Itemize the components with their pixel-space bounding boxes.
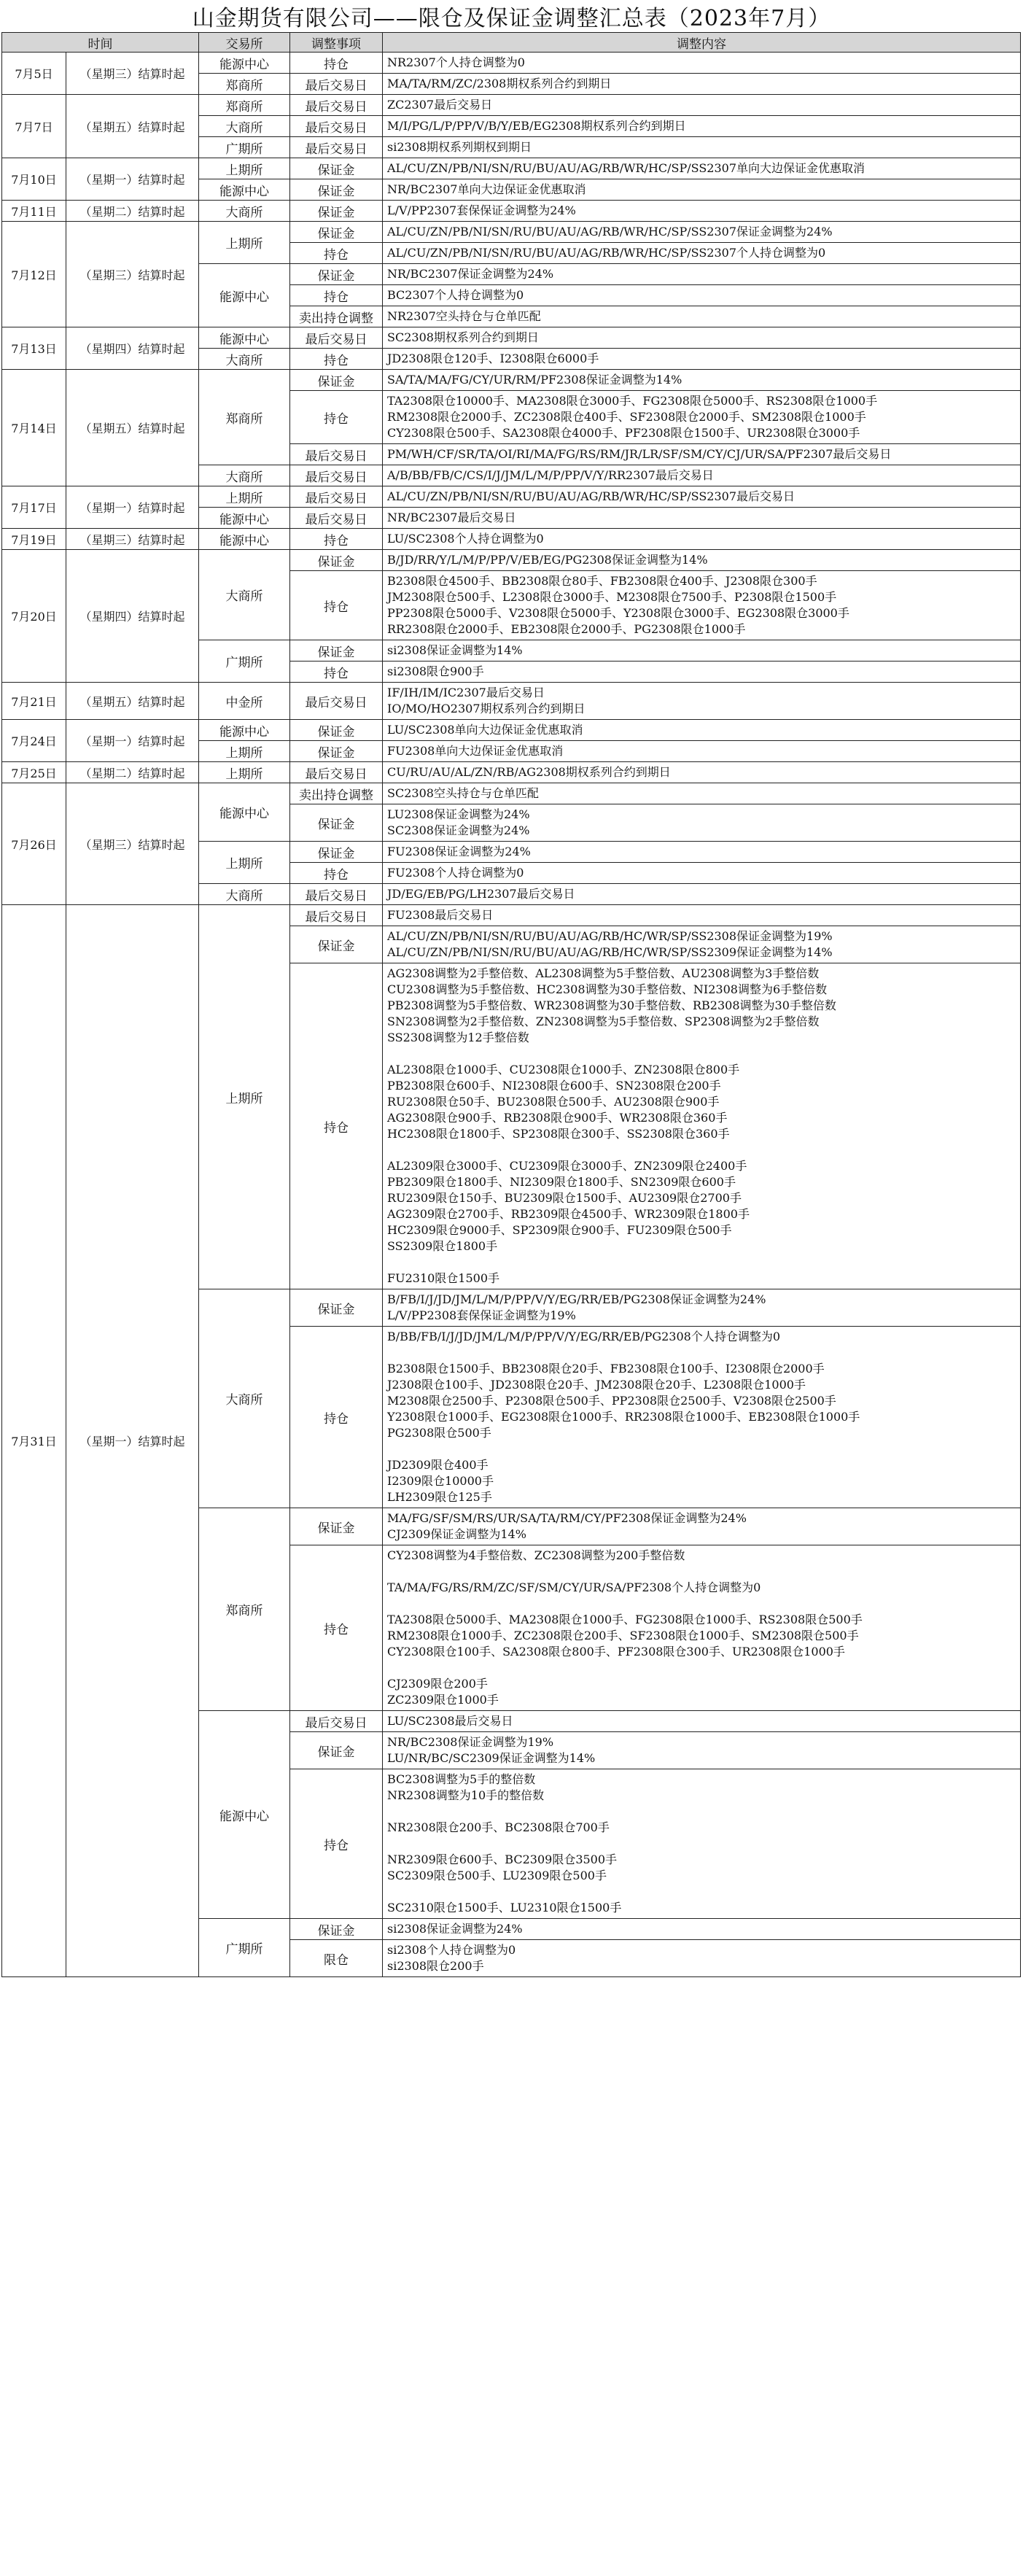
content-line: JD/EG/EB/PG/LH2307最后交易日 bbox=[387, 887, 575, 901]
date-cell: 7月17日 bbox=[2, 486, 66, 529]
content-line: SN2308调整为2手整倍数、ZN2308调整为5手整倍数、SP2308调整为2手整倍数 bbox=[387, 1015, 820, 1028]
adjust-type-cell: 保证金 bbox=[290, 842, 383, 863]
table-header-row bbox=[2, 33, 1021, 53]
exchange-cell: 能源中心 bbox=[199, 783, 290, 842]
adjust-type-cell: 最后交易日 bbox=[290, 884, 383, 905]
weekday-cell: （星期二）结算时起 bbox=[66, 762, 199, 783]
content-line: LU/NR/BC/SC2309保证金调整为14% bbox=[387, 1751, 596, 1765]
date-cell: 7月13日 bbox=[2, 327, 66, 370]
adjust-type-cell: 持仓 bbox=[290, 1545, 383, 1711]
table-row bbox=[2, 550, 1021, 571]
content-cell bbox=[383, 1327, 1021, 1508]
exchange-cell: 能源中心 bbox=[199, 1711, 290, 1919]
content-cell bbox=[383, 571, 1021, 640]
adjust-type-cell: 保证金 bbox=[290, 1732, 383, 1769]
adjust-type-cell: 持仓 bbox=[290, 662, 383, 683]
exchange-cell: 广期所 bbox=[199, 137, 290, 158]
content-line: AL/CU/ZN/PB/NI/SN/RU/BU/AU/AG/RB/HC/WR/SP/SS2308保证金调整为19% bbox=[387, 929, 833, 943]
content-cell bbox=[383, 158, 1021, 179]
content-line: CY2308调整为4手整倍数、ZC2308调整为200手整倍数 bbox=[387, 1548, 685, 1562]
adjust-type-cell: 最后交易日 bbox=[290, 327, 383, 349]
adjust-type-cell: 保证金 bbox=[290, 640, 383, 662]
content-line: MA/FG/SF/SM/RS/UR/SA/TA/RM/CY/PF2308保证金调整为24% bbox=[387, 1511, 747, 1525]
table-row bbox=[2, 486, 1021, 508]
content-cell bbox=[383, 963, 1021, 1289]
content-cell bbox=[383, 465, 1021, 486]
content-line: SC2308保证金调整为24% bbox=[387, 823, 530, 837]
header-content: 调整内容 bbox=[383, 33, 1021, 53]
exchange-cell: 能源中心 bbox=[199, 508, 290, 529]
table-row bbox=[2, 720, 1021, 741]
content-cell bbox=[383, 1769, 1021, 1919]
exchange-cell: 广期所 bbox=[199, 1919, 290, 1977]
table-body bbox=[2, 53, 1021, 1977]
date-cell: 7月20日 bbox=[2, 550, 66, 683]
adjust-type-cell: 持仓 bbox=[290, 285, 383, 306]
weekday-cell: （星期一）结算时起 bbox=[66, 905, 199, 1977]
content-line: si2308保证金调整为24% bbox=[387, 1922, 523, 1936]
content-line: SC2308空头持仓与仓单匹配 bbox=[387, 786, 539, 800]
adjust-type-cell: 持仓 bbox=[290, 349, 383, 370]
content-line: si2308限仓900手 bbox=[387, 664, 484, 678]
date-cell: 7月14日 bbox=[2, 370, 66, 486]
exchange-cell: 大商所 bbox=[199, 116, 290, 137]
adjust-type-cell: 持仓 bbox=[290, 243, 383, 264]
content-cell bbox=[383, 179, 1021, 201]
content-cell bbox=[383, 486, 1021, 508]
date-cell: 7月12日 bbox=[2, 222, 66, 327]
content-line: AL/CU/ZN/PB/NI/SN/RU/BU/AU/AG/RB/WR/HC/SP/SS2307单向大边保证金优惠取消 bbox=[387, 161, 866, 175]
exchange-cell: 能源中心 bbox=[199, 179, 290, 201]
content-line: si2308期权系列期权到期日 bbox=[387, 140, 532, 154]
exchange-cell: 郑商所 bbox=[199, 1508, 290, 1711]
content-line: BC2308调整为5手的整倍数 bbox=[387, 1772, 536, 1786]
content-cell bbox=[383, 95, 1021, 116]
content-line: LU/SC2308个人持仓调整为0 bbox=[387, 532, 544, 546]
content-cell bbox=[383, 444, 1021, 465]
content-cell bbox=[383, 783, 1021, 804]
adjust-type-cell: 持仓 bbox=[290, 571, 383, 640]
content-line: IF/IH/IM/IC2307最后交易日 bbox=[387, 686, 545, 699]
content-line bbox=[387, 1660, 1016, 1676]
adjust-type-cell: 持仓 bbox=[290, 391, 383, 444]
adjust-type-cell: 保证金 bbox=[290, 222, 383, 243]
content-cell bbox=[383, 370, 1021, 391]
exchange-cell: 上期所 bbox=[199, 222, 290, 264]
date-cell: 7月26日 bbox=[2, 783, 66, 905]
content-line: AG2309限仓2700手、RB2309限仓4500手、WR2309限仓1800手 bbox=[387, 1207, 750, 1221]
content-line: RU2309限仓150手、BU2309限仓1500手、AU2309限仓2700手 bbox=[387, 1191, 742, 1205]
content-line: A/B/BB/FB/C/CS/I/J/JM/L/M/P/PP/V/Y/RR2307最后交易日 bbox=[387, 468, 714, 482]
adjust-type-cell: 最后交易日 bbox=[290, 137, 383, 158]
table-row bbox=[2, 529, 1021, 550]
content-line bbox=[387, 1142, 1016, 1158]
adjust-type-cell: 持仓 bbox=[290, 529, 383, 550]
exchange-cell: 大商所 bbox=[199, 465, 290, 486]
table-row bbox=[2, 905, 1021, 926]
content-cell bbox=[383, 1508, 1021, 1545]
adjust-type-cell: 持仓 bbox=[290, 963, 383, 1289]
content-line: FU2308个人持仓调整为0 bbox=[387, 866, 524, 880]
table-row bbox=[2, 222, 1021, 243]
content-cell bbox=[383, 508, 1021, 529]
exchange-cell: 上期所 bbox=[199, 741, 290, 762]
content-line: JD2308限仓120手、I2308限仓6000手 bbox=[387, 352, 599, 365]
exchange-cell: 大商所 bbox=[199, 201, 290, 222]
content-line: CJ2309限仓200手 bbox=[387, 1677, 488, 1691]
content-line: NR/BC2307保证金调整为24% bbox=[387, 267, 554, 281]
content-line: FU2308单向大边保证金优惠取消 bbox=[387, 744, 564, 758]
adjust-type-cell: 保证金 bbox=[290, 1919, 383, 1940]
adjust-type-cell: 保证金 bbox=[290, 179, 383, 201]
adjust-type-cell: 保证金 bbox=[290, 550, 383, 571]
content-line: CJ2309保证金调整为14% bbox=[387, 1527, 526, 1541]
exchange-cell: 上期所 bbox=[199, 486, 290, 508]
content-line: NR/BC2308保证金调整为19% bbox=[387, 1735, 554, 1749]
content-line: AL/CU/ZN/PB/NI/SN/RU/BU/AU/AG/RB/WR/HC/SP/SS2307最后交易日 bbox=[387, 489, 796, 503]
content-line: B2308限仓1500手、BB2308限仓20手、FB2308限仓100手、I2308限仓2000手 bbox=[387, 1362, 825, 1376]
adjust-type-cell: 保证金 bbox=[290, 741, 383, 762]
adjust-type-cell: 保证金 bbox=[290, 804, 383, 842]
content-line: RM2308限仓1000手、ZC2308限仓200手、SF2308限仓1000手、SM2308限仓500手 bbox=[387, 1629, 859, 1642]
table-row bbox=[2, 762, 1021, 783]
content-line: CU2308调整为5手整倍数、HC2308调整为30手整倍数、NI2308调整为6手整倍数 bbox=[387, 982, 828, 996]
content-line: AG2308调整为2手整倍数、AL2308调整为5手整倍数、AU2308调整为3手整倍数 bbox=[387, 966, 820, 980]
content-line bbox=[387, 1564, 1016, 1580]
exchange-cell: 上期所 bbox=[199, 842, 290, 884]
adjust-type-cell: 保证金 bbox=[290, 264, 383, 285]
exchange-cell: 郑商所 bbox=[199, 370, 290, 465]
exchange-cell: 上期所 bbox=[199, 762, 290, 783]
date-cell: 7月31日 bbox=[2, 905, 66, 1977]
content-line: AG2308限仓900手、RB2308限仓900手、WR2308限仓360手 bbox=[387, 1111, 728, 1125]
content-line bbox=[387, 1254, 1016, 1270]
content-line: AL/CU/ZN/PB/NI/SN/RU/BU/AU/AG/RB/WR/HC/SP/SS2307保证金调整为24% bbox=[387, 225, 833, 238]
content-cell bbox=[383, 905, 1021, 926]
date-cell: 7月5日 bbox=[2, 53, 66, 95]
exchange-cell: 大商所 bbox=[199, 550, 290, 640]
content-line: JD2309限仓400手 bbox=[387, 1458, 489, 1472]
weekday-cell: （星期三）结算时起 bbox=[66, 783, 199, 905]
weekday-cell: （星期四）结算时起 bbox=[66, 550, 199, 683]
adjust-type-cell: 保证金 bbox=[290, 370, 383, 391]
content-line: NR2308限仓200手、BC2308限仓700手 bbox=[387, 1820, 610, 1834]
content-cell bbox=[383, 116, 1021, 137]
adjust-type-cell: 卖出持仓调整 bbox=[290, 306, 383, 327]
content-cell bbox=[383, 243, 1021, 264]
adjust-type-cell: 保证金 bbox=[290, 926, 383, 963]
content-line: LU2308保证金调整为24% bbox=[387, 807, 530, 821]
content-cell bbox=[383, 550, 1021, 571]
content-line: MA/TA/RM/ZC/2308期权系列合约到期日 bbox=[387, 77, 612, 90]
content-line: SS2308调整为12手整倍数 bbox=[387, 1031, 529, 1044]
content-line: FU2308保证金调整为24% bbox=[387, 845, 531, 858]
content-line: PB2309限仓1800手、NI2309限仓1800手、SN2309限仓600手 bbox=[387, 1175, 736, 1189]
content-line: NR2307个人持仓调整为0 bbox=[387, 55, 525, 69]
content-line: HC2309限仓9000手、SP2309限仓900手、FU2309限仓500手 bbox=[387, 1223, 732, 1237]
content-cell bbox=[383, 201, 1021, 222]
adjustment-table bbox=[1, 32, 1021, 1977]
exchange-cell: 中金所 bbox=[199, 683, 290, 720]
content-cell bbox=[383, 804, 1021, 842]
adjust-type-cell: 最后交易日 bbox=[290, 444, 383, 465]
adjust-type-cell: 保证金 bbox=[290, 201, 383, 222]
adjust-type-cell: 持仓 bbox=[290, 53, 383, 74]
content-cell bbox=[383, 264, 1021, 285]
content-cell bbox=[383, 53, 1021, 74]
adjust-type-cell: 保证金 bbox=[290, 1289, 383, 1327]
content-cell bbox=[383, 1732, 1021, 1769]
content-cell bbox=[383, 1545, 1021, 1711]
table-row bbox=[2, 327, 1021, 349]
weekday-cell: （星期五）结算时起 bbox=[66, 370, 199, 486]
header-adjust: 调整事项 bbox=[290, 33, 383, 53]
content-line: AL/CU/ZN/PB/NI/SN/RU/BU/AU/AG/RB/HC/WR/SP/SS2309保证金调整为14% bbox=[387, 945, 833, 959]
content-cell bbox=[383, 842, 1021, 863]
content-line: PM/WH/CF/SR/TA/OI/RI/MA/FG/RS/RM/JR/LR/SF/SM/CY/CJ/UR/SA/PF2307最后交易日 bbox=[387, 447, 892, 461]
table-row bbox=[2, 95, 1021, 116]
content-line bbox=[387, 1441, 1016, 1457]
exchange-cell: 能源中心 bbox=[199, 264, 290, 327]
page-title: 山金期货有限公司——限仓及保证金调整汇总表（2023年7月） bbox=[192, 6, 831, 31]
content-line bbox=[387, 1836, 1016, 1852]
exchange-cell: 上期所 bbox=[199, 158, 290, 179]
content-cell bbox=[383, 662, 1021, 683]
content-cell bbox=[383, 285, 1021, 306]
date-cell: 7月19日 bbox=[2, 529, 66, 550]
content-line: PG2308限仓500手 bbox=[387, 1426, 491, 1440]
exchange-cell: 郑商所 bbox=[199, 95, 290, 116]
content-line: SA/TA/MA/FG/CY/UR/RM/PF2308保证金调整为14% bbox=[387, 373, 682, 387]
weekday-cell: （星期二）结算时起 bbox=[66, 201, 199, 222]
date-cell: 7月21日 bbox=[2, 683, 66, 720]
content-line: Y2308限仓1000手、EG2308限仓1000手、RR2308限仓1000手、EB2308限仓1000手 bbox=[387, 1410, 860, 1424]
content-line: ZC2307最后交易日 bbox=[387, 98, 493, 112]
content-line: TA2308限仓5000手、MA2308限仓1000手、FG2308限仓1000手、RS2308限仓500手 bbox=[387, 1613, 863, 1626]
content-line: BC2307个人持仓调整为0 bbox=[387, 288, 524, 302]
adjust-type-cell: 最后交易日 bbox=[290, 465, 383, 486]
content-line: ZC2309限仓1000手 bbox=[387, 1693, 499, 1707]
content-cell bbox=[383, 1940, 1021, 1977]
exchange-cell: 大商所 bbox=[199, 349, 290, 370]
content-cell bbox=[383, 529, 1021, 550]
content-line: B/JD/RR/Y/L/M/P/PP/V/EB/EG/PG2308保证金调整为14% bbox=[387, 553, 708, 567]
adjust-type-cell: 最后交易日 bbox=[290, 683, 383, 720]
content-cell bbox=[383, 863, 1021, 884]
content-line: L/V/PP2308套保保证金调整为19% bbox=[387, 1308, 576, 1322]
content-line: B/BB/FB/I/J/JD/JM/L/M/P/PP/V/Y/EG/RR/EB/PG2308个人持仓调整为0 bbox=[387, 1330, 781, 1343]
content-line: TA2308限仓10000手、MA2308限仓3000手、FG2308限仓5000手、RS2308限仓1000手 bbox=[387, 394, 878, 408]
content-line: CU/RU/AU/AL/ZN/RB/AG2308期权系列合约到期日 bbox=[387, 765, 671, 779]
content-line: AL2309限仓3000手、CU2309限仓3000手、ZN2309限仓2400手 bbox=[387, 1159, 747, 1173]
content-line: si2308保证金调整为14% bbox=[387, 643, 523, 657]
date-cell: 7月25日 bbox=[2, 762, 66, 783]
adjust-type-cell: 限仓 bbox=[290, 1940, 383, 1977]
content-line: NR/BC2307单向大边保证金优惠取消 bbox=[387, 182, 586, 196]
content-line: RR2308限仓2000手、EB2308限仓2000手、PG2308限仓1000手 bbox=[387, 622, 746, 636]
weekday-cell: （星期四）结算时起 bbox=[66, 327, 199, 370]
content-line: PB2308调整为5手整倍数、WR2308调整为30手整倍数、RB2308调整为30手整倍数 bbox=[387, 998, 836, 1012]
content-line: RM2308限仓2000手、ZC2308限仓400手、SF2308限仓2000手、SM2308限仓1000手 bbox=[387, 410, 866, 424]
content-cell bbox=[383, 74, 1021, 95]
table-row bbox=[2, 683, 1021, 720]
content-cell bbox=[383, 306, 1021, 327]
content-cell bbox=[383, 1919, 1021, 1940]
adjust-type-cell: 最后交易日 bbox=[290, 762, 383, 783]
content-line: PB2308限仓600手、NI2308限仓600手、SN2308限仓200手 bbox=[387, 1079, 721, 1093]
content-line: M2308限仓2500手、P2308限仓500手、PP2308限仓2500手、V2308限仓2500手 bbox=[387, 1394, 836, 1408]
table-row bbox=[2, 53, 1021, 74]
content-line bbox=[387, 1046, 1016, 1062]
content-line: HC2308限仓1800手、SP2308限仓300手、SS2308限仓360手 bbox=[387, 1127, 730, 1141]
exchange-cell: 大商所 bbox=[199, 1289, 290, 1508]
weekday-cell: （星期一）结算时起 bbox=[66, 720, 199, 762]
weekday-cell: （星期三）结算时起 bbox=[66, 529, 199, 550]
content-line: si2308个人持仓调整为0 bbox=[387, 1943, 516, 1957]
header-time: 时间 bbox=[2, 33, 199, 53]
date-cell: 7月10日 bbox=[2, 158, 66, 201]
table-row bbox=[2, 158, 1021, 179]
adjust-type-cell: 最后交易日 bbox=[290, 486, 383, 508]
adjust-type-cell: 持仓 bbox=[290, 1769, 383, 1919]
adjust-type-cell: 保证金 bbox=[290, 1508, 383, 1545]
content-cell bbox=[383, 741, 1021, 762]
content-line: si2308限仓200手 bbox=[387, 1959, 484, 1973]
table-row bbox=[2, 783, 1021, 804]
content-line: LU/SC2308单向大边保证金优惠取消 bbox=[387, 723, 583, 737]
content-cell bbox=[383, 720, 1021, 741]
weekday-cell: （星期一）结算时起 bbox=[66, 158, 199, 201]
date-cell: 7月7日 bbox=[2, 95, 66, 158]
content-line: TA/MA/FG/RS/RM/ZC/SF/SM/CY/UR/SA/PF2308个人持仓调整为0 bbox=[387, 1580, 761, 1594]
content-cell bbox=[383, 327, 1021, 349]
content-line: B/FB/I/J/JD/JM/L/M/P/PP/V/Y/EG/RR/EB/PG2308保证金调整为24% bbox=[387, 1292, 766, 1306]
adjust-type-cell: 保证金 bbox=[290, 720, 383, 741]
date-cell: 7月24日 bbox=[2, 720, 66, 762]
weekday-cell: （星期五）结算时起 bbox=[66, 683, 199, 720]
content-line bbox=[387, 1345, 1016, 1361]
table-row bbox=[2, 370, 1021, 391]
content-line: SC2308期权系列合约到期日 bbox=[387, 330, 539, 344]
content-line: CY2308限仓100手、SA2308限仓800手、PF2308限仓300手、UR2308限仓1000手 bbox=[387, 1645, 845, 1659]
content-line: LH2309限仓125手 bbox=[387, 1490, 492, 1504]
content-line: AL/CU/ZN/PB/NI/SN/RU/BU/AU/AG/RB/WR/HC/SP/SS2307个人持仓调整为0 bbox=[387, 246, 826, 260]
content-cell bbox=[383, 884, 1021, 905]
content-line: LU/SC2308最后交易日 bbox=[387, 1714, 513, 1728]
content-line: FU2310限仓1500手 bbox=[387, 1271, 500, 1285]
content-line: RU2308限仓50手、BU2308限仓500手、AU2308限仓900手 bbox=[387, 1095, 720, 1109]
adjust-type-cell: 最后交易日 bbox=[290, 95, 383, 116]
weekday-cell: （星期三）结算时起 bbox=[66, 222, 199, 327]
content-cell bbox=[383, 391, 1021, 444]
adjust-type-cell: 最后交易日 bbox=[290, 74, 383, 95]
content-line: SS2309限仓1800手 bbox=[387, 1239, 498, 1253]
content-cell bbox=[383, 640, 1021, 662]
content-line: AL2308限仓1000手、CU2308限仓1000手、ZN2308限仓800手 bbox=[387, 1063, 740, 1076]
content-line: NR/BC2307最后交易日 bbox=[387, 511, 516, 524]
content-line: CY2308限仓500手、SA2308限仓4000手、PF2308限仓1500手、UR2308限仓3000手 bbox=[387, 426, 860, 440]
exchange-cell: 能源中心 bbox=[199, 529, 290, 550]
adjust-type-cell: 最后交易日 bbox=[290, 1711, 383, 1732]
content-line: NR2307空头持仓与仓单匹配 bbox=[387, 309, 541, 323]
exchange-cell: 郑商所 bbox=[199, 74, 290, 95]
adjust-type-cell: 持仓 bbox=[290, 863, 383, 884]
adjust-type-cell: 保证金 bbox=[290, 158, 383, 179]
content-line: NR2309限仓600手、BC2309限仓3500手 bbox=[387, 1853, 618, 1866]
content-cell bbox=[383, 137, 1021, 158]
content-line bbox=[387, 1596, 1016, 1612]
content-cell bbox=[383, 1711, 1021, 1732]
content-line: IO/MO/HO2307期权系列合约到期日 bbox=[387, 702, 586, 715]
date-cell: 7月11日 bbox=[2, 201, 66, 222]
header-exchange: 交易所 bbox=[199, 33, 290, 53]
adjust-type-cell: 卖出持仓调整 bbox=[290, 783, 383, 804]
exchange-cell: 能源中心 bbox=[199, 327, 290, 349]
content-line: FU2308最后交易日 bbox=[387, 908, 494, 922]
table-row bbox=[2, 201, 1021, 222]
content-cell bbox=[383, 349, 1021, 370]
content-line: JM2308限仓500手、L2308限仓3000手、M2308限仓7500手、P2308限仓1500手 bbox=[387, 590, 837, 604]
weekday-cell: （星期一）结算时起 bbox=[66, 486, 199, 529]
content-line: B2308限仓4500手、BB2308限仓80手、FB2308限仓400手、J2308限仓300手 bbox=[387, 574, 817, 588]
adjust-type-cell: 最后交易日 bbox=[290, 905, 383, 926]
content-line: PP2308限仓5000手、V2308限仓5000手、Y2308限仓3000手、EG2308限仓3000手 bbox=[387, 606, 849, 620]
content-cell bbox=[383, 683, 1021, 720]
exchange-cell: 大商所 bbox=[199, 884, 290, 905]
content-line: I2309限仓10000手 bbox=[387, 1474, 494, 1488]
content-line: M/I/PG/L/P/PP/V/B/Y/EB/EG2308期权系列合约到期日 bbox=[387, 119, 686, 133]
content-line: NR2308调整为10手的整倍数 bbox=[387, 1788, 545, 1802]
adjust-type-cell: 最后交易日 bbox=[290, 116, 383, 137]
weekday-cell: （星期五）结算时起 bbox=[66, 95, 199, 158]
exchange-cell: 能源中心 bbox=[199, 53, 290, 74]
exchange-cell: 上期所 bbox=[199, 905, 290, 1289]
exchange-cell: 广期所 bbox=[199, 640, 290, 683]
content-line: SC2310限仓1500手、LU2310限仓1500手 bbox=[387, 1901, 622, 1914]
content-cell bbox=[383, 762, 1021, 783]
exchange-cell: 能源中心 bbox=[199, 720, 290, 741]
content-line bbox=[387, 1804, 1016, 1820]
content-line: L/V/PP2307套保保证金调整为24% bbox=[387, 203, 576, 217]
content-cell bbox=[383, 222, 1021, 243]
adjust-type-cell: 持仓 bbox=[290, 1327, 383, 1508]
weekday-cell: （星期三）结算时起 bbox=[66, 53, 199, 95]
content-line: J2308限仓100手、JD2308限仓20手、JM2308限仓20手、L2308限仓1000手 bbox=[387, 1378, 806, 1392]
content-cell bbox=[383, 926, 1021, 963]
content-line: SC2309限仓500手、LU2309限仓500手 bbox=[387, 1869, 607, 1882]
adjust-type-cell: 最后交易日 bbox=[290, 508, 383, 529]
content-line bbox=[387, 1884, 1016, 1900]
content-cell bbox=[383, 1289, 1021, 1327]
